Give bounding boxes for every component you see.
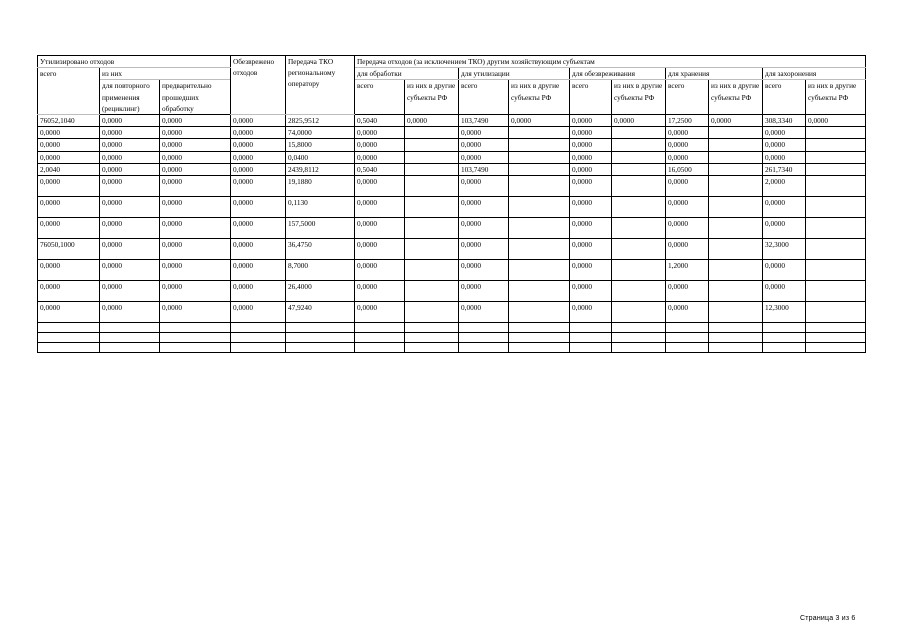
header-storage-total: всего <box>666 80 709 115</box>
table-cell: 0,0000 <box>355 239 405 260</box>
table-cell <box>709 302 763 323</box>
table-row <box>38 260 866 281</box>
table-cell <box>612 139 666 151</box>
table-cell <box>806 197 866 218</box>
header-neutralized: Обезврежено отходов <box>231 56 286 115</box>
table-cell: 0,0000 <box>160 260 231 281</box>
table-cell: 0,0000 <box>38 176 100 197</box>
header-for-storage: для хранения <box>666 68 763 80</box>
empty-cell <box>666 323 709 333</box>
table-cell: 0,1130 <box>286 197 355 218</box>
table-cell: 19,1880 <box>286 176 355 197</box>
table-cell: 0,0000 <box>405 115 459 127</box>
table-cell <box>405 260 459 281</box>
empty-cell <box>231 333 286 343</box>
header-for-burial: для захоронения <box>763 68 866 80</box>
table-cell: 15,8000 <box>286 139 355 151</box>
table-cell <box>509 176 570 197</box>
empty-cell <box>286 333 355 343</box>
table-cell <box>709 127 763 139</box>
table-cell <box>612 127 666 139</box>
table-cell: 0,0000 <box>100 281 160 302</box>
empty-cell <box>160 333 231 343</box>
empty-cell <box>405 333 459 343</box>
table-cell: 0,0000 <box>38 302 100 323</box>
table-cell: 1,2000 <box>666 260 709 281</box>
table-row <box>38 176 866 197</box>
table-cell: 47,9240 <box>286 302 355 323</box>
table-row <box>38 281 866 302</box>
table-cell: 0,0000 <box>355 281 405 302</box>
table-cell: 0,0000 <box>100 115 160 127</box>
table-cell: 0,0000 <box>459 302 509 323</box>
empty-cell <box>806 333 866 343</box>
table-cell <box>405 163 459 175</box>
table-cell: 76052,1040 <box>38 115 100 127</box>
table-cell: 0,0000 <box>570 151 612 163</box>
table-cell: 0,0000 <box>459 260 509 281</box>
table-cell <box>709 139 763 151</box>
table-cell <box>509 163 570 175</box>
header-utilization-total: всего <box>459 80 509 115</box>
table-row <box>38 151 866 163</box>
table-cell: 0,0000 <box>355 302 405 323</box>
table-cell <box>612 163 666 175</box>
table-cell: 0,0000 <box>100 260 160 281</box>
empty-cell <box>459 333 509 343</box>
table-cell: 0,0000 <box>231 197 286 218</box>
empty-cell <box>666 343 709 353</box>
empty-cell <box>709 343 763 353</box>
table-cell: 0,0000 <box>570 260 612 281</box>
table-cell: 0,0000 <box>160 127 231 139</box>
table-cell <box>405 302 459 323</box>
empty-cell <box>763 333 806 343</box>
empty-cell <box>160 343 231 353</box>
table-cell: 76050,1000 <box>38 239 100 260</box>
empty-cell <box>709 333 763 343</box>
table-cell: 0,0000 <box>355 127 405 139</box>
table-cell: 0,0000 <box>355 218 405 239</box>
table-cell: 0,0000 <box>763 139 806 151</box>
empty-row <box>38 323 866 333</box>
table-cell <box>405 197 459 218</box>
table-row <box>38 127 866 139</box>
table-cell: 2,0040 <box>38 163 100 175</box>
table-cell: 0,0000 <box>666 302 709 323</box>
table-cell <box>612 151 666 163</box>
empty-cell <box>459 323 509 333</box>
table-cell: 0,0000 <box>459 176 509 197</box>
table-cell: 8,7000 <box>286 260 355 281</box>
table-row <box>38 115 866 127</box>
table-cell <box>806 302 866 323</box>
table-cell <box>709 239 763 260</box>
empty-cell <box>666 333 709 343</box>
table-cell: 0,0000 <box>160 115 231 127</box>
header-utilized-total: всего <box>38 68 100 115</box>
table-cell: 0,0000 <box>570 176 612 197</box>
table-cell <box>509 302 570 323</box>
table-cell: 0,0400 <box>286 151 355 163</box>
table-cell: 2825,9512 <box>286 115 355 127</box>
table-cell <box>405 218 459 239</box>
table-cell <box>709 281 763 302</box>
table-row <box>38 302 866 323</box>
table-cell <box>509 260 570 281</box>
header-neutralization-total: всего <box>570 80 612 115</box>
table-cell: 0,0000 <box>666 239 709 260</box>
table-row <box>38 239 866 260</box>
table-cell: 0,0000 <box>100 127 160 139</box>
table-cell: 0,0000 <box>100 302 160 323</box>
table-cell <box>806 163 866 175</box>
table-cell <box>612 260 666 281</box>
table-cell: 0,5040 <box>355 163 405 175</box>
table-cell <box>405 151 459 163</box>
table-cell: 0,0000 <box>509 115 570 127</box>
empty-cell <box>100 333 160 343</box>
empty-cell <box>100 343 160 353</box>
table-cell: 0,0000 <box>231 218 286 239</box>
table-cell: 0,0000 <box>763 260 806 281</box>
table-cell: 0,0000 <box>763 151 806 163</box>
empty-cell <box>355 343 405 353</box>
table-cell <box>806 218 866 239</box>
table-cell: 0,0000 <box>100 139 160 151</box>
table-cell: 0,0000 <box>231 260 286 281</box>
empty-cell <box>38 343 100 353</box>
table-cell: 0,0000 <box>231 176 286 197</box>
table-cell <box>405 127 459 139</box>
table-cell: 0,0000 <box>160 218 231 239</box>
table-cell: 16,0500 <box>666 163 709 175</box>
table-cell: 74,0000 <box>286 127 355 139</box>
header-burial-other-rf: из них в другие субъекты РФ <box>806 80 866 115</box>
header-other-transfer: Передача отходов (за исключением ТКО) другим хозяйствующим субъектам <box>355 56 866 68</box>
header-recycling: для повторного применения (рециклинг) <box>100 80 160 115</box>
empty-cell <box>806 323 866 333</box>
table-cell: 0,0000 <box>459 197 509 218</box>
table-cell <box>709 197 763 218</box>
empty-cell <box>612 323 666 333</box>
table-cell: 157,5000 <box>286 218 355 239</box>
table-cell <box>612 239 666 260</box>
table-cell: 0,0000 <box>666 151 709 163</box>
table-cell: 0,0000 <box>459 239 509 260</box>
table-cell <box>709 151 763 163</box>
table-cell: 0,0000 <box>570 139 612 151</box>
empty-cell <box>570 323 612 333</box>
table-cell: 0,0000 <box>709 115 763 127</box>
table-cell: 0,0000 <box>570 239 612 260</box>
empty-cell <box>763 343 806 353</box>
header-neutralization-other-rf: из них в другие субъекты РФ <box>612 80 666 115</box>
table-cell <box>709 260 763 281</box>
table-cell: 0,0000 <box>231 127 286 139</box>
table-cell: 0,0000 <box>100 176 160 197</box>
table-cell: 0,0000 <box>763 218 806 239</box>
table-cell: 0,0000 <box>570 127 612 139</box>
table-cell <box>509 281 570 302</box>
table-cell <box>509 139 570 151</box>
table-cell: 0,0000 <box>355 260 405 281</box>
table-cell <box>612 197 666 218</box>
header-for-processing: для обработки <box>355 68 459 80</box>
table-cell: 0,0000 <box>570 115 612 127</box>
table-cell: 0,0000 <box>231 302 286 323</box>
table-cell: 0,0000 <box>231 139 286 151</box>
page-number: Страница 3 из 6 <box>800 615 856 622</box>
table-cell: 0,0000 <box>612 115 666 127</box>
table-cell <box>806 281 866 302</box>
table-cell <box>612 176 666 197</box>
table-cell: 0,0000 <box>666 218 709 239</box>
table-cell <box>509 151 570 163</box>
table-cell: 0,0000 <box>570 218 612 239</box>
table-cell: 0,0000 <box>666 197 709 218</box>
empty-cell <box>38 333 100 343</box>
header-burial-total: всего <box>763 80 806 115</box>
table-cell: 0,0000 <box>160 176 231 197</box>
empty-cell <box>405 343 459 353</box>
empty-cell <box>509 343 570 353</box>
header-preprocessed: предварительно прошедших обработку <box>160 80 231 115</box>
table-cell: 0,0000 <box>355 197 405 218</box>
table-cell: 0,0000 <box>160 281 231 302</box>
table-cell <box>509 127 570 139</box>
table-cell: 17,2500 <box>666 115 709 127</box>
table-cell: 32,3000 <box>763 239 806 260</box>
table-cell: 0,0000 <box>231 163 286 175</box>
header-storage-other-rf: из них в другие субъекты РФ <box>709 80 763 115</box>
table-cell: 0,0000 <box>459 127 509 139</box>
header-tko-transfer: Передача ТКО региональному оператору <box>286 56 355 115</box>
table-cell: 0,0000 <box>160 239 231 260</box>
table-cell: 0,0000 <box>570 197 612 218</box>
table-row <box>38 163 866 175</box>
table-cell: 103,7490 <box>459 115 509 127</box>
table-cell: 36,4750 <box>286 239 355 260</box>
table-cell: 0,0000 <box>160 151 231 163</box>
table-cell: 0,0000 <box>459 218 509 239</box>
empty-cell <box>570 333 612 343</box>
table-cell: 0,0000 <box>160 139 231 151</box>
table-cell: 0,0000 <box>666 176 709 197</box>
header-for-utilization: для утилизации <box>459 68 570 80</box>
table-cell: 0,0000 <box>570 302 612 323</box>
table-cell: 0,0000 <box>100 163 160 175</box>
table-row <box>38 218 866 239</box>
table-cell: 0,0000 <box>160 302 231 323</box>
table-cell: 0,0000 <box>38 127 100 139</box>
table-cell: 12,3000 <box>763 302 806 323</box>
table-cell <box>709 163 763 175</box>
table-cell: 0,0000 <box>100 218 160 239</box>
table-cell <box>709 218 763 239</box>
empty-row <box>38 333 866 343</box>
table-cell: 0,0000 <box>459 151 509 163</box>
table-cell: 0,0000 <box>231 239 286 260</box>
table-cell: 0,0000 <box>231 281 286 302</box>
table-cell <box>405 176 459 197</box>
table-cell: 0,0000 <box>763 281 806 302</box>
table-cell: 0,0000 <box>763 127 806 139</box>
header-processing-other-rf: из них в другие субъекты РФ <box>405 80 459 115</box>
empty-cell <box>806 343 866 353</box>
table-cell: 0,0000 <box>666 127 709 139</box>
empty-cell <box>459 343 509 353</box>
table-cell: 0,0000 <box>38 281 100 302</box>
table-cell: 0,0000 <box>231 115 286 127</box>
table-cell <box>612 281 666 302</box>
table-cell: 0,0000 <box>763 197 806 218</box>
table-cell <box>405 139 459 151</box>
table-cell <box>806 127 866 139</box>
table-cell <box>806 176 866 197</box>
table-cell <box>806 239 866 260</box>
table-cell: 2,0000 <box>763 176 806 197</box>
empty-cell <box>231 323 286 333</box>
table-cell: 0,0000 <box>38 197 100 218</box>
empty-cell <box>509 333 570 343</box>
header-utilized-of-them: из них <box>100 68 231 80</box>
empty-row <box>38 343 866 353</box>
empty-cell <box>612 343 666 353</box>
empty-cell <box>570 343 612 353</box>
table-cell: 261,7340 <box>763 163 806 175</box>
table-cell <box>612 218 666 239</box>
table-cell <box>405 281 459 302</box>
table-cell: 0,0000 <box>355 176 405 197</box>
table-cell: 0,0000 <box>38 139 100 151</box>
table-cell <box>405 239 459 260</box>
empty-cell <box>286 323 355 333</box>
table-cell: 0,0000 <box>100 151 160 163</box>
table-cell: 0,0000 <box>231 151 286 163</box>
table-cell: 0,0000 <box>459 139 509 151</box>
table-cell: 0,0000 <box>38 260 100 281</box>
table-cell: 0,0000 <box>100 239 160 260</box>
empty-cell <box>355 333 405 343</box>
empty-cell <box>231 343 286 353</box>
table-row <box>38 197 866 218</box>
table-cell <box>709 176 763 197</box>
table-cell: 103,7490 <box>459 163 509 175</box>
table-cell <box>509 218 570 239</box>
table-cell <box>509 239 570 260</box>
header-utilization-other-rf: из них в другие субъекты РФ <box>509 80 570 115</box>
table-cell <box>806 151 866 163</box>
table-cell: 0,0000 <box>570 163 612 175</box>
table-cell <box>806 260 866 281</box>
table-cell: 0,5040 <box>355 115 405 127</box>
table-cell: 0,0000 <box>355 151 405 163</box>
empty-cell <box>286 343 355 353</box>
empty-cell <box>405 323 459 333</box>
table-cell: 0,0000 <box>570 281 612 302</box>
table-cell: 0,0000 <box>100 197 160 218</box>
table-cell: 0,0000 <box>38 151 100 163</box>
header-processing-total: всего <box>355 80 405 115</box>
table-cell: 0,0000 <box>160 197 231 218</box>
table-cell <box>612 302 666 323</box>
table-cell <box>509 197 570 218</box>
table-cell: 0,0000 <box>355 139 405 151</box>
empty-cell <box>38 323 100 333</box>
empty-cell <box>763 323 806 333</box>
empty-cell <box>709 323 763 333</box>
empty-cell <box>100 323 160 333</box>
table-cell: 0,0000 <box>38 218 100 239</box>
table-cell: 0,0000 <box>806 115 866 127</box>
table-cell: 0,0000 <box>160 163 231 175</box>
table-row <box>38 139 866 151</box>
waste-report-table <box>37 55 866 353</box>
header-utilized: Утилизировано отходов <box>38 56 231 68</box>
header-for-neutralization: для обезвреживания <box>570 68 666 80</box>
table-cell: 0,0000 <box>459 281 509 302</box>
empty-cell <box>355 323 405 333</box>
table-cell: 308,3340 <box>763 115 806 127</box>
table-cell: 26,4000 <box>286 281 355 302</box>
empty-cell <box>612 333 666 343</box>
table-cell: 0,0000 <box>666 139 709 151</box>
table-cell <box>806 139 866 151</box>
table-cell: 2439,8112 <box>286 163 355 175</box>
empty-cell <box>509 323 570 333</box>
empty-cell <box>160 323 231 333</box>
table-cell: 0,0000 <box>666 281 709 302</box>
